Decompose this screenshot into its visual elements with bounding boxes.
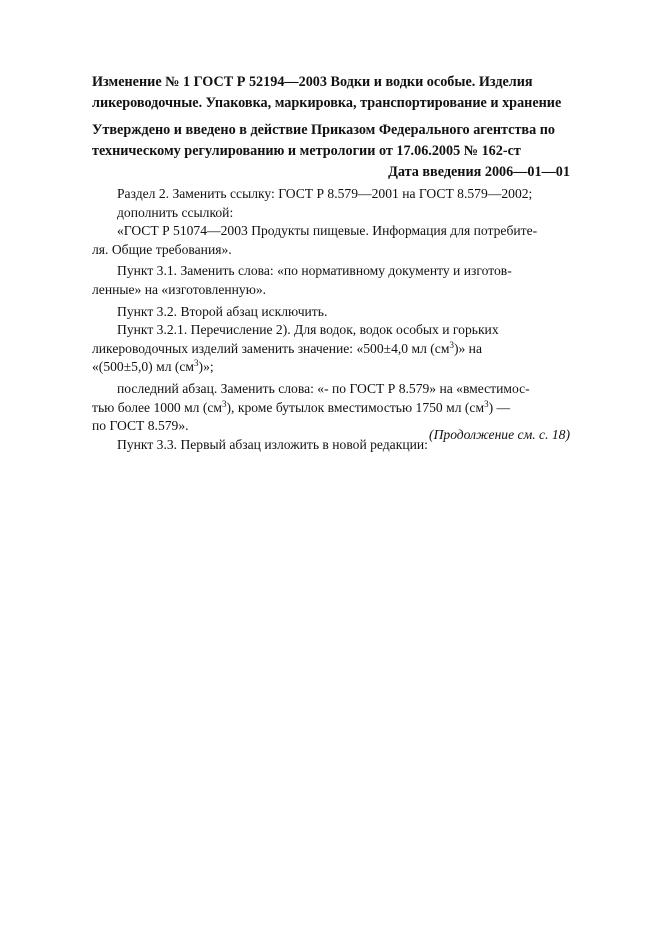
paragraph-2-line-1: «ГОСТ Р 51074—2003 Продукты пищевые. Информация для потребите-	[117, 223, 538, 239]
approval-line-1: Утверждено и введено в действие Приказом Федерального агентства по	[92, 122, 555, 138]
paragraph-6-line-3: по ГОСТ 8.579».	[92, 418, 189, 434]
p5-l3-text-a: «(500±5,0) мл (см	[92, 359, 195, 375]
effective-date: Дата введения 2006—01—01	[388, 164, 570, 180]
approval-line-2: техническому регулированию и метрологии от 17.06.2005 № 162-ст	[92, 143, 521, 159]
paragraph-1-line-2: дополнить ссылкой:	[117, 204, 234, 220]
paragraph-3-line-1: Пункт 3.1. Заменить слова: «по нормативному документу и изготов-	[117, 263, 512, 279]
paragraph-4-line-1: Пункт 3.2. Второй абзац исключить.	[117, 303, 328, 319]
paragraph-3-line-2: ленные» на «изготовленную».	[92, 281, 267, 297]
amendment-title-line-2: ликероводочные. Упаковка, маркировка, транспортирование и хранение	[92, 95, 562, 111]
p5-l3-superscript: 3	[194, 358, 199, 369]
amendment-title-line-1: Изменение № 1 ГОСТ Р 52194—2003 Водки и водки особые. Изделия	[92, 74, 533, 90]
continuation-note: (Продолжение см. с. 18)	[429, 427, 570, 442]
p6-l2-text-c: ) —	[488, 399, 511, 415]
paragraph-1-line-1: Раздел 2. Заменить ссылку: ГОСТ Р 8.579—2001 на ГОСТ 8.579—2002;	[117, 186, 533, 201]
p5-l2-text-a: ликероводочных изделий заменить значение: «500±4,0 мл (см	[92, 340, 450, 356]
amendment-header	[92, 72, 570, 183]
paragraph-5-line-1: Пункт 3.2.1. Перечисление 2). Для водок, водок особых и горьких	[117, 322, 499, 338]
p5-l2-superscript: 3	[449, 339, 454, 350]
p6-l2-superscript-1: 3	[222, 398, 227, 409]
paragraph-6-line-1: последний абзац. Заменить слова: «- по ГОСТ Р 8.579» на «вместимос-	[117, 380, 530, 396]
p5-l3-text-b: )»;	[198, 359, 214, 375]
paragraph-5-line-3	[92, 358, 570, 377]
p6-l2-superscript-2: 3	[484, 398, 489, 409]
p5-l2-text-b: )» на	[453, 340, 482, 356]
paragraph-7-line-1: Пункт 3.3. Первый абзац изложить в новой редакции:	[117, 436, 428, 452]
paragraph-6-line-2	[92, 399, 570, 418]
amendment-body	[92, 185, 570, 454]
paragraph-5-line-2	[92, 340, 570, 359]
p6-l2-text-b: ), кроме бутылок вместимостью 1750 мл (см	[226, 399, 485, 415]
p6-l2-text-a: тью более 1000 мл (см	[92, 399, 223, 415]
paragraph-2-line-2: ля. Общие требования».	[92, 241, 232, 257]
